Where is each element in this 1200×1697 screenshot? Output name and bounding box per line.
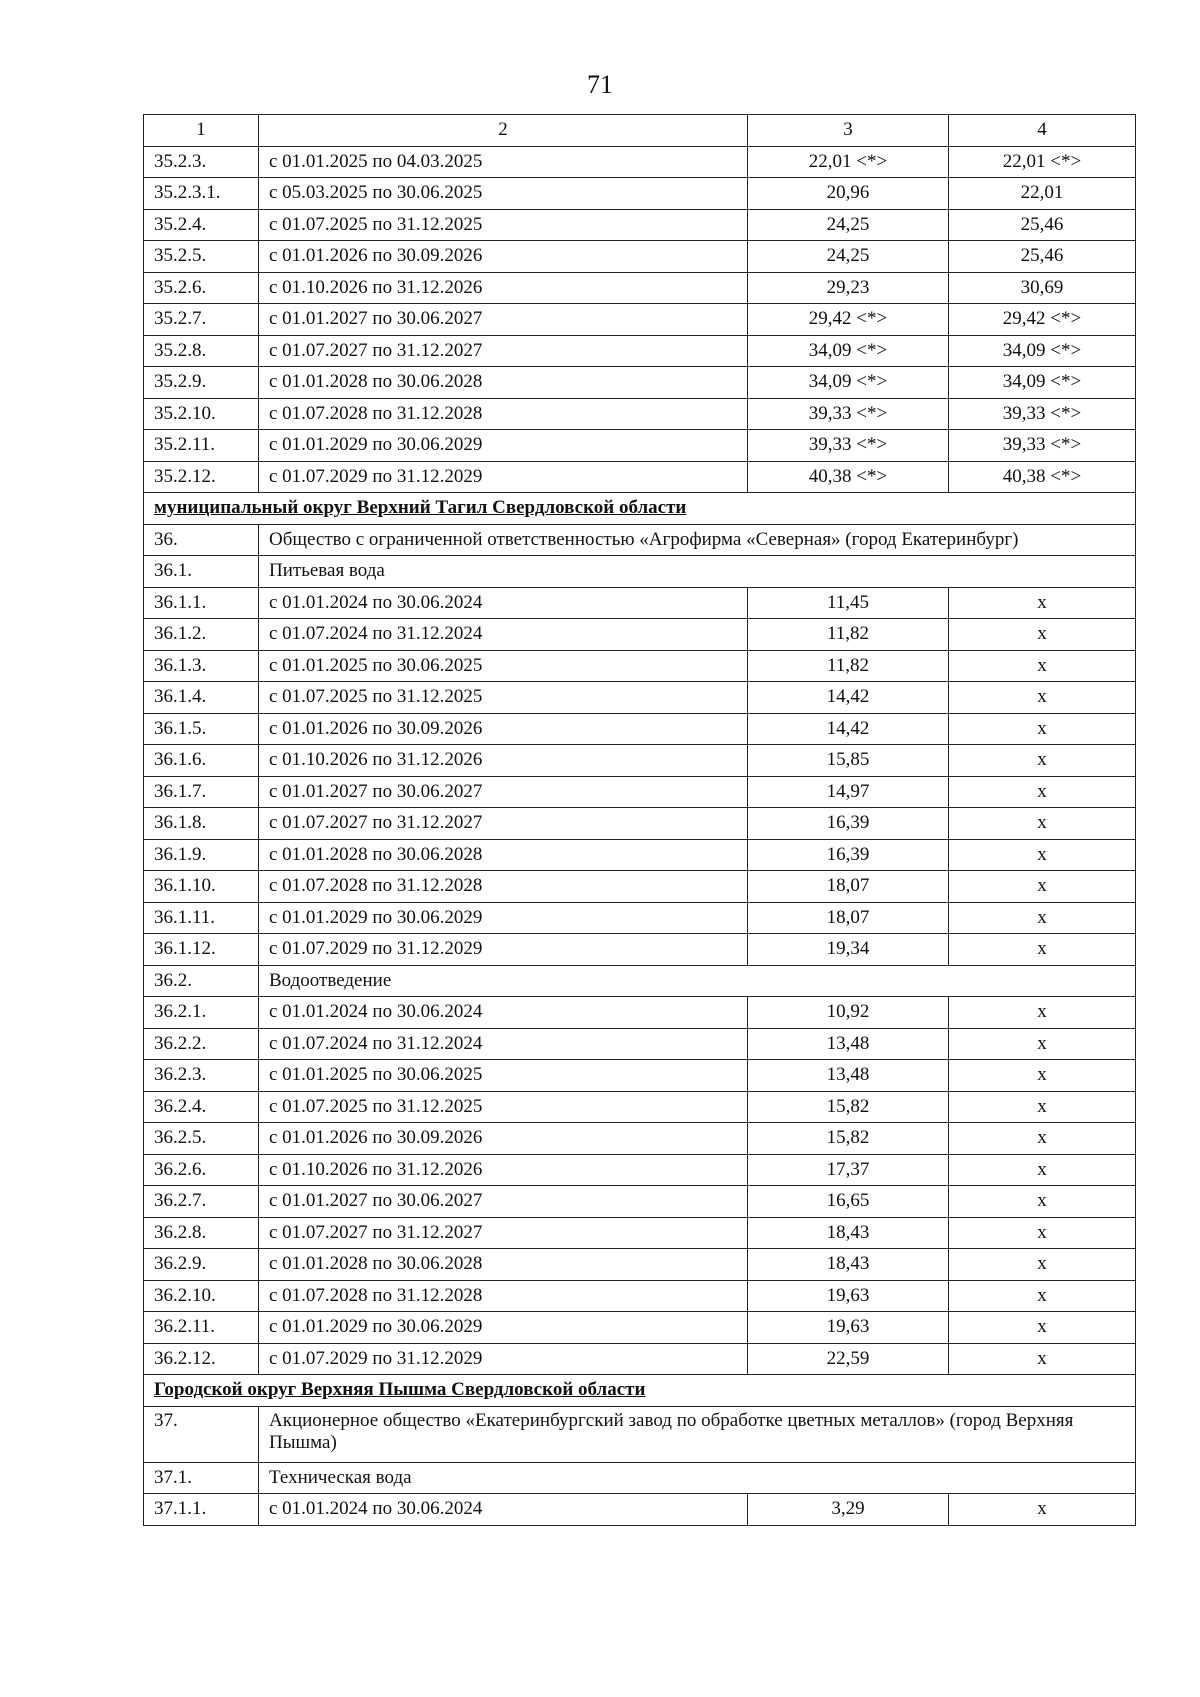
value-col4: 34,09 <*> bbox=[949, 335, 1136, 367]
tariff-table-body bbox=[144, 115, 1136, 1526]
value-col4: x bbox=[949, 776, 1136, 808]
table-row bbox=[144, 241, 1136, 273]
period-cell: с 01.07.2027 по 31.12.2027 bbox=[259, 335, 748, 367]
row-number: 35.2.5. bbox=[144, 241, 259, 273]
period-cell: с 01.07.2024 по 31.12.2024 bbox=[259, 1028, 748, 1060]
table-row bbox=[144, 367, 1136, 399]
row-number: 36.1.11. bbox=[144, 902, 259, 934]
group-row bbox=[144, 524, 1136, 556]
table-row bbox=[144, 871, 1136, 903]
period-cell: с 01.01.2029 по 30.06.2029 bbox=[259, 902, 748, 934]
table-row bbox=[144, 650, 1136, 682]
group-title: Питьевая вода bbox=[259, 556, 1136, 588]
value-col3: 13,48 bbox=[748, 1060, 949, 1092]
value-col4: 34,09 <*> bbox=[949, 367, 1136, 399]
table-row bbox=[144, 146, 1136, 178]
table-row bbox=[144, 209, 1136, 241]
period-cell: с 01.01.2025 по 30.06.2025 bbox=[259, 1060, 748, 1092]
value-col4: x bbox=[949, 1280, 1136, 1312]
row-number: 36.2.9. bbox=[144, 1249, 259, 1281]
group-title: Техническая вода bbox=[259, 1462, 1136, 1494]
table-row bbox=[144, 839, 1136, 871]
row-number: 36.2.11. bbox=[144, 1312, 259, 1344]
value-col3: 40,38 <*> bbox=[748, 461, 949, 493]
value-col4: x bbox=[949, 713, 1136, 745]
table-row bbox=[144, 808, 1136, 840]
period-cell: с 01.07.2028 по 31.12.2028 bbox=[259, 871, 748, 903]
table-row bbox=[144, 1028, 1136, 1060]
row-number: 35.2.3.1. bbox=[144, 178, 259, 210]
table-row bbox=[144, 1154, 1136, 1186]
table-row bbox=[144, 745, 1136, 777]
period-cell: с 01.01.2026 по 30.09.2026 bbox=[259, 241, 748, 273]
row-number: 36.1.5. bbox=[144, 713, 259, 745]
period-cell: с 01.01.2026 по 30.09.2026 bbox=[259, 1123, 748, 1155]
value-col3: 3,29 bbox=[748, 1494, 949, 1526]
value-col3: 19,63 bbox=[748, 1312, 949, 1344]
row-number: 36.1.3. bbox=[144, 650, 259, 682]
value-col4: x bbox=[949, 1312, 1136, 1344]
period-cell: с 01.07.2029 по 31.12.2029 bbox=[259, 934, 748, 966]
row-number: 36.1.7. bbox=[144, 776, 259, 808]
row-number: 36.1.6. bbox=[144, 745, 259, 777]
group-title: Общество с ограниченной ответственностью «Агрофирма «Северная» (город Екатеринбург) bbox=[259, 524, 1136, 556]
row-number: 36.1.10. bbox=[144, 871, 259, 903]
period-cell: с 01.10.2026 по 31.12.2026 bbox=[259, 1154, 748, 1186]
value-col4: 22,01 bbox=[949, 178, 1136, 210]
value-col3: 18,43 bbox=[748, 1249, 949, 1281]
table-row bbox=[144, 682, 1136, 714]
value-col3: 15,85 bbox=[748, 745, 949, 777]
table-row bbox=[144, 461, 1136, 493]
group-title: Акционерное общество «Екатеринбургский завод по обработке цветных металлов» (город Верхняя Пышма) bbox=[259, 1406, 1136, 1462]
value-col4: x bbox=[949, 1091, 1136, 1123]
header-cell: 4 bbox=[949, 115, 1136, 147]
row-number: 36.2.8. bbox=[144, 1217, 259, 1249]
table-row bbox=[144, 178, 1136, 210]
table-row bbox=[144, 902, 1136, 934]
period-cell: с 01.07.2028 по 31.12.2028 bbox=[259, 1280, 748, 1312]
value-col4: x bbox=[949, 1217, 1136, 1249]
period-cell: с 05.03.2025 по 30.06.2025 bbox=[259, 178, 748, 210]
table-row bbox=[144, 304, 1136, 336]
period-cell: с 01.01.2026 по 30.09.2026 bbox=[259, 713, 748, 745]
value-col4: x bbox=[949, 1249, 1136, 1281]
table-row bbox=[144, 997, 1136, 1029]
period-cell: с 01.01.2027 по 30.06.2027 bbox=[259, 776, 748, 808]
period-cell: с 01.10.2026 по 31.12.2026 bbox=[259, 272, 748, 304]
section-title: муниципальный округ Верхний Тагил Свердловской области bbox=[144, 493, 1136, 525]
table-row bbox=[144, 1249, 1136, 1281]
value-col4: x bbox=[949, 934, 1136, 966]
period-cell: с 01.01.2024 по 30.06.2024 bbox=[259, 587, 748, 619]
header-cell: 3 bbox=[748, 115, 949, 147]
table-row bbox=[144, 1060, 1136, 1092]
table-row bbox=[144, 1494, 1136, 1526]
header-cell: 1 bbox=[144, 115, 259, 147]
row-number: 36. bbox=[144, 524, 259, 556]
value-col3: 39,33 <*> bbox=[748, 430, 949, 462]
period-cell: с 01.10.2026 по 31.12.2026 bbox=[259, 745, 748, 777]
value-col4: x bbox=[949, 587, 1136, 619]
table-row bbox=[144, 1280, 1136, 1312]
table-row bbox=[144, 587, 1136, 619]
value-col3: 34,09 <*> bbox=[748, 335, 949, 367]
row-number: 36.2.3. bbox=[144, 1060, 259, 1092]
value-col4: x bbox=[949, 682, 1136, 714]
table-row bbox=[144, 1091, 1136, 1123]
table-row bbox=[144, 430, 1136, 462]
row-number: 36.2.7. bbox=[144, 1186, 259, 1218]
row-number: 37. bbox=[144, 1406, 259, 1462]
period-cell: с 01.01.2028 по 30.06.2028 bbox=[259, 1249, 748, 1281]
period-cell: с 01.01.2025 по 04.03.2025 bbox=[259, 146, 748, 178]
header-row bbox=[144, 115, 1136, 147]
value-col3: 16,39 bbox=[748, 808, 949, 840]
value-col4: x bbox=[949, 1028, 1136, 1060]
row-number: 35.2.10. bbox=[144, 398, 259, 430]
row-number: 36.2.6. bbox=[144, 1154, 259, 1186]
value-col4: 29,42 <*> bbox=[949, 304, 1136, 336]
row-number: 35.2.7. bbox=[144, 304, 259, 336]
table-row bbox=[144, 1186, 1136, 1218]
page-number: 71 bbox=[587, 70, 613, 99]
value-col3: 13,48 bbox=[748, 1028, 949, 1060]
row-number: 35.2.9. bbox=[144, 367, 259, 399]
table-row bbox=[144, 713, 1136, 745]
value-col3: 11,45 bbox=[748, 587, 949, 619]
table-row bbox=[144, 1123, 1136, 1155]
value-col3: 18,07 bbox=[748, 902, 949, 934]
header-cell: 2 bbox=[259, 115, 748, 147]
value-col3: 29,23 bbox=[748, 272, 949, 304]
value-col4: x bbox=[949, 1154, 1136, 1186]
period-cell: с 01.01.2028 по 30.06.2028 bbox=[259, 839, 748, 871]
row-number: 36.2.12. bbox=[144, 1343, 259, 1375]
value-col4: x bbox=[949, 1494, 1136, 1526]
row-number: 36.1.9. bbox=[144, 839, 259, 871]
row-number: 35.2.4. bbox=[144, 209, 259, 241]
row-number: 35.2.8. bbox=[144, 335, 259, 367]
value-col4: 25,46 bbox=[949, 209, 1136, 241]
table-row bbox=[144, 1312, 1136, 1344]
table-row bbox=[144, 1343, 1136, 1375]
row-number: 36.1.2. bbox=[144, 619, 259, 651]
value-col3: 22,59 bbox=[748, 1343, 949, 1375]
group-row bbox=[144, 965, 1136, 997]
period-cell: с 01.07.2027 по 31.12.2027 bbox=[259, 808, 748, 840]
row-number: 36.2.1. bbox=[144, 997, 259, 1029]
period-cell: с 01.01.2024 по 30.06.2024 bbox=[259, 1494, 748, 1526]
row-number: 36.1. bbox=[144, 556, 259, 588]
value-col3: 14,42 bbox=[748, 682, 949, 714]
group-title: Водоотведение bbox=[259, 965, 1136, 997]
value-col4: 39,33 <*> bbox=[949, 398, 1136, 430]
row-number: 36.1.12. bbox=[144, 934, 259, 966]
table-row bbox=[144, 619, 1136, 651]
row-number: 35.2.6. bbox=[144, 272, 259, 304]
row-number: 36.2.2. bbox=[144, 1028, 259, 1060]
section-row bbox=[144, 493, 1136, 525]
value-col3: 11,82 bbox=[748, 619, 949, 651]
row-number: 36.2. bbox=[144, 965, 259, 997]
period-cell: с 01.07.2029 по 31.12.2029 bbox=[259, 461, 748, 493]
row-number: 36.2.5. bbox=[144, 1123, 259, 1155]
value-col3: 16,65 bbox=[748, 1186, 949, 1218]
value-col3: 15,82 bbox=[748, 1091, 949, 1123]
value-col3: 14,42 bbox=[748, 713, 949, 745]
row-number: 35.2.3. bbox=[144, 146, 259, 178]
row-number: 36.1.1. bbox=[144, 587, 259, 619]
value-col4: x bbox=[949, 619, 1136, 651]
row-number: 37.1.1. bbox=[144, 1494, 259, 1526]
table-row bbox=[144, 398, 1136, 430]
value-col4: x bbox=[949, 839, 1136, 871]
row-number: 36.2.4. bbox=[144, 1091, 259, 1123]
table-row bbox=[144, 272, 1136, 304]
row-number: 36.1.8. bbox=[144, 808, 259, 840]
row-number: 36.1.4. bbox=[144, 682, 259, 714]
value-col3: 11,82 bbox=[748, 650, 949, 682]
table-row bbox=[144, 335, 1136, 367]
value-col4: x bbox=[949, 871, 1136, 903]
value-col4: 22,01 <*> bbox=[949, 146, 1136, 178]
period-cell: с 01.01.2028 по 30.06.2028 bbox=[259, 367, 748, 399]
value-col4: x bbox=[949, 808, 1136, 840]
table-row bbox=[144, 776, 1136, 808]
period-cell: с 01.01.2027 по 30.06.2027 bbox=[259, 304, 748, 336]
value-col3: 29,42 <*> bbox=[748, 304, 949, 336]
period-cell: с 01.07.2024 по 31.12.2024 bbox=[259, 619, 748, 651]
value-col3: 16,39 bbox=[748, 839, 949, 871]
period-cell: с 01.01.2024 по 30.06.2024 bbox=[259, 997, 748, 1029]
row-number: 35.2.12. bbox=[144, 461, 259, 493]
group-row bbox=[144, 556, 1136, 588]
value-col4: 40,38 <*> bbox=[949, 461, 1136, 493]
value-col3: 14,97 bbox=[748, 776, 949, 808]
value-col4: x bbox=[949, 650, 1136, 682]
value-col3: 19,63 bbox=[748, 1280, 949, 1312]
value-col3: 19,34 bbox=[748, 934, 949, 966]
group-row bbox=[144, 1462, 1136, 1494]
period-cell: с 01.01.2029 по 30.06.2029 bbox=[259, 1312, 748, 1344]
value-col3: 18,07 bbox=[748, 871, 949, 903]
group-row bbox=[144, 1406, 1136, 1462]
section-row bbox=[144, 1375, 1136, 1407]
period-cell: с 01.01.2029 по 30.06.2029 bbox=[259, 430, 748, 462]
value-col3: 24,25 bbox=[748, 241, 949, 273]
value-col4: 30,69 bbox=[949, 272, 1136, 304]
tariff-table bbox=[143, 114, 1136, 1526]
value-col3: 24,25 bbox=[748, 209, 949, 241]
row-number: 37.1. bbox=[144, 1462, 259, 1494]
value-col3: 20,96 bbox=[748, 178, 949, 210]
period-cell: с 01.07.2028 по 31.12.2028 bbox=[259, 398, 748, 430]
value-col3: 15,82 bbox=[748, 1123, 949, 1155]
value-col4: x bbox=[949, 1060, 1136, 1092]
row-number: 36.2.10. bbox=[144, 1280, 259, 1312]
value-col4: 25,46 bbox=[949, 241, 1136, 273]
period-cell: с 01.01.2025 по 30.06.2025 bbox=[259, 650, 748, 682]
period-cell: с 01.01.2027 по 30.06.2027 bbox=[259, 1186, 748, 1218]
value-col3: 17,37 bbox=[748, 1154, 949, 1186]
table-row bbox=[144, 1217, 1136, 1249]
period-cell: с 01.07.2025 по 31.12.2025 bbox=[259, 209, 748, 241]
value-col4: x bbox=[949, 1186, 1136, 1218]
value-col4: 39,33 <*> bbox=[949, 430, 1136, 462]
value-col4: x bbox=[949, 902, 1136, 934]
value-col3: 34,09 <*> bbox=[748, 367, 949, 399]
value-col3: 22,01 <*> bbox=[748, 146, 949, 178]
period-cell: с 01.07.2027 по 31.12.2027 bbox=[259, 1217, 748, 1249]
row-number: 35.2.11. bbox=[144, 430, 259, 462]
section-title: Городской округ Верхняя Пышма Свердловской области bbox=[144, 1375, 1136, 1407]
value-col4: x bbox=[949, 1343, 1136, 1375]
value-col4: x bbox=[949, 1123, 1136, 1155]
value-col4: x bbox=[949, 745, 1136, 777]
value-col3: 39,33 <*> bbox=[748, 398, 949, 430]
period-cell: с 01.07.2025 по 31.12.2025 bbox=[259, 1091, 748, 1123]
period-cell: с 01.07.2025 по 31.12.2025 bbox=[259, 682, 748, 714]
value-col4: x bbox=[949, 997, 1136, 1029]
value-col3: 10,92 bbox=[748, 997, 949, 1029]
period-cell: с 01.07.2029 по 31.12.2029 bbox=[259, 1343, 748, 1375]
table-row bbox=[144, 934, 1136, 966]
value-col3: 18,43 bbox=[748, 1217, 949, 1249]
